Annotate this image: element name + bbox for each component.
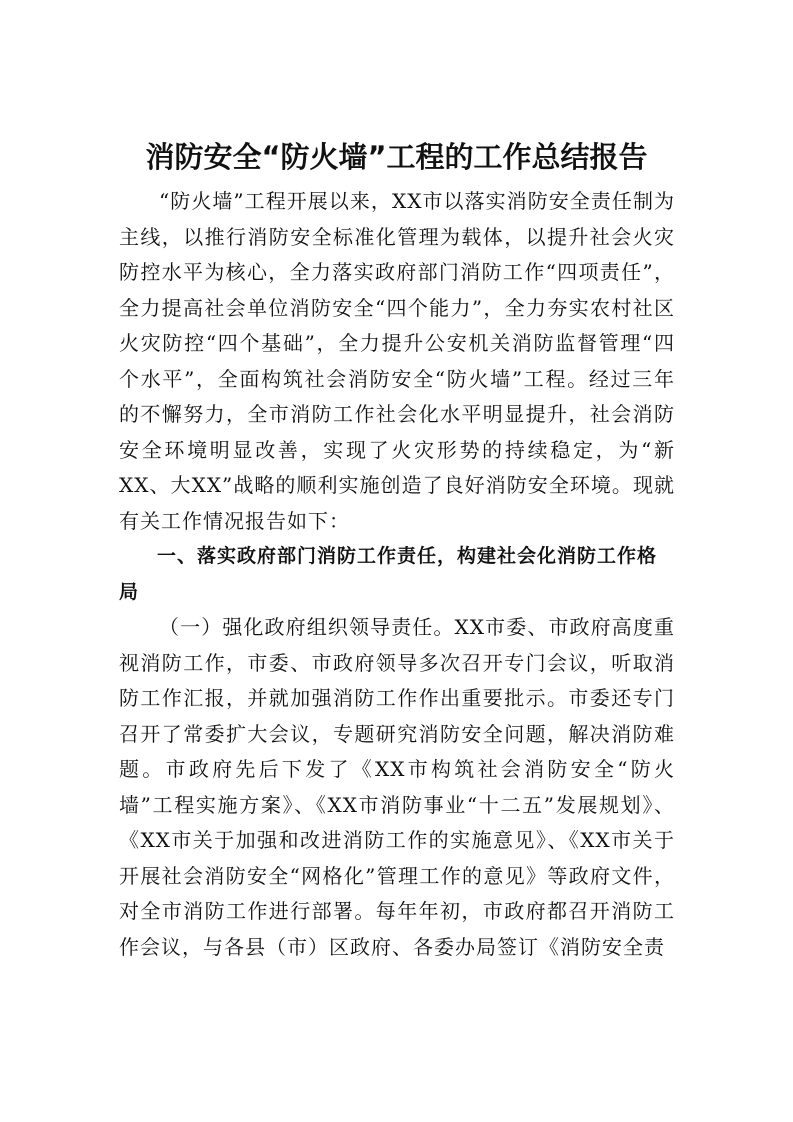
- document-title: 消防安全“防火墙”工程的工作总结报告: [145, 140, 648, 174]
- section-heading: 一、落实政府部门消防工作责任，构建社会化消防工作格局: [119, 545, 658, 603]
- intro-paragraph: “防火墙”工程开展以来，XX市以落实消防安全责任制为主线，以推行消防安全标准化管理为载体，以提升社会火灾防控水平为核心，全力落实政府部门消防工作“四项责任”，全力提高社会单位消防安全“四个能力”，全力夯实农村社区火灾防控“四个基础”，全力提升公安机关消防监督管理“四个水平”，全面构筑社会消防安全“防火墙”工程。经过三年的不懈努力，全市消防工作社会化水平明显提升，社会消防安全环境明显改善，实现了火灾形势的持续稳定，为“新XX、大XX”战略的顺利实施创造了良好消防安全环境。现就有关工作情况报告如下：: [119, 189, 675, 533]
- document-body: [119, 184, 675, 965]
- section-paragraph: （一）强化政府组织领导责任。XX市委、市政府高度重视消防工作，市委、市政府领导多次召开专门会议，听取消防工作汇报，并就加强消防工作作出重要批示。市委还专门召开了常委扩大会议，专题研究消防安全问题，解决消防难题。市政府先后下发了《XX市构筑社会消防安全“防火墙”工程实施方案》、《XX市消防事业“十二五”发展规划》、《XX市关于加强和改进消防工作的实施意见》、《XX市关于开展社会消防安全“网格化”管理工作的意见》等政府文件，对全市消防工作进行部署。每年年初，市政府都召开消防工作会议，与各县（市）区政府、各委办局签订《消防安全责: [119, 615, 675, 959]
